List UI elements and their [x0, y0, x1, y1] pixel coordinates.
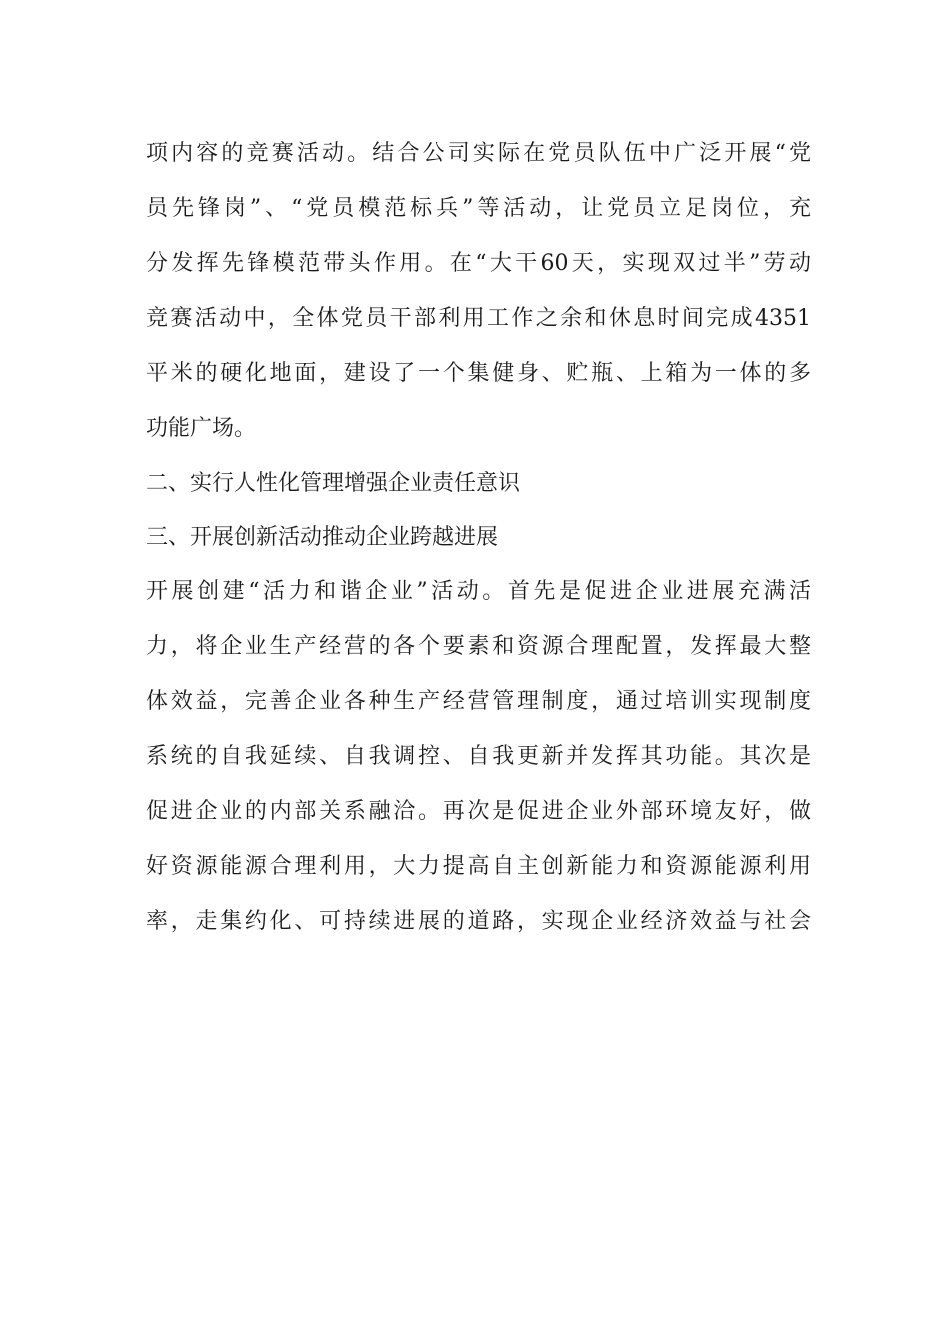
paragraph-2-line-7: 率，走集约化、可持续进展的道路，实现企业经济效益与社会 [146, 909, 811, 934]
paragraph-1-line-6: 功能广场。 [146, 416, 257, 441]
paragraph-1-line-4: 竞赛活动中，全体党员干部利用工作之余和休息时间完成4351 [146, 306, 811, 331]
section-heading-2: 二、实行人性化管理增强企业责任意识 [146, 471, 521, 496]
section-heading-3: 三、开展创新活动推动企业跨越进展 [146, 525, 499, 550]
paragraph-1-line-2: 员先锋岗”、“党员模范标兵”等活动，让党员立足岗位，充 [146, 196, 811, 221]
paragraph-2-line-6: 好资源能源合理利用，大力提高自主创新能力和资源能源利用 [146, 854, 811, 879]
paragraph-1-line-1: 项内容的竞赛活动。结合公司实际在党员队伍中广泛开展“党 [146, 141, 811, 166]
paragraph-2-line-5: 促进企业的内部关系融洽。再次是促进企业外部环境友好，做 [146, 799, 811, 824]
paragraph-2-line-3: 体效益，完善企业各种生产经营管理制度，通过培训实现制度 [146, 689, 811, 714]
paragraph-2-line-4: 系统的自我延续、自我调控、自我更新并发挥其功能。其次是 [146, 744, 811, 769]
document-body [146, 132, 811, 955]
paragraph-2-line-1: 开展创建“活力和谐企业”活动。首先是促进企业进展充满活 [146, 579, 811, 604]
paragraph-1-line-5: 平米的硬化地面，建设了一个集健身、贮瓶、上箱为一体的多 [146, 361, 811, 386]
paragraph-1-line-3: 分发挥先锋模范带头作用。在“大干60天，实现双过半”劳动 [146, 251, 811, 276]
paragraph-2-line-2: 力，将企业生产经营的各个要素和资源合理配置，发挥最大整 [146, 634, 811, 659]
